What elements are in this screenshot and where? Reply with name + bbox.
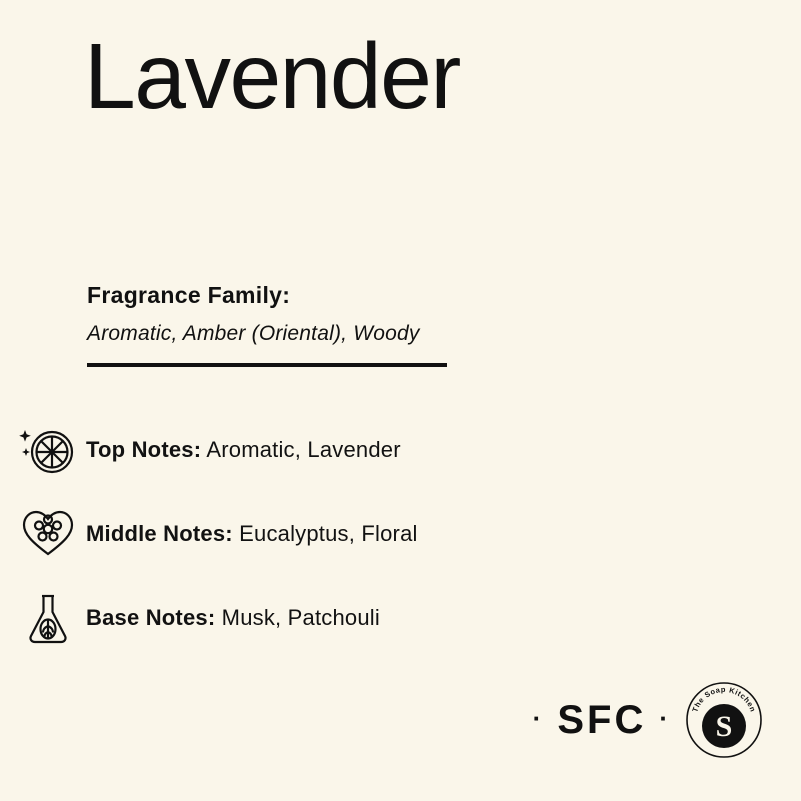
top-notes-text <box>86 437 401 463</box>
sfc-wordmark <box>533 698 671 743</box>
brand-label: SFC <box>557 697 647 742</box>
svg-text:S: S <box>715 710 733 743</box>
svg-text:The Soap Kitchen: The Soap Kitchen <box>690 684 758 714</box>
base-notes-value: Musk, Patchouli <box>221 605 380 630</box>
notes-list <box>10 408 790 660</box>
dot-right: · <box>659 703 671 733</box>
citrus-slice-icon <box>10 418 86 482</box>
heart-flower-icon <box>10 502 86 566</box>
the-soap-kitchen-seal-logo <box>685 681 763 759</box>
list-item <box>10 576 790 660</box>
base-notes-label: Base Notes: <box>86 605 216 630</box>
list-item <box>10 492 790 576</box>
dot-left: · <box>532 703 545 733</box>
fragrance-family-block <box>87 282 607 367</box>
flask-icon <box>10 586 86 650</box>
fragrance-family-label: Fragrance Family: <box>87 282 291 308</box>
middle-notes-text <box>86 521 418 547</box>
middle-notes-value: Eucalyptus, Floral <box>239 521 418 546</box>
fragrance-family-value: Aromatic, Amber (Oriental), Woody <box>87 322 420 345</box>
top-notes-label: Top Notes: <box>86 437 202 462</box>
middle-notes-label: Middle Notes: <box>86 521 233 546</box>
list-item <box>10 408 790 492</box>
brand-footer <box>533 681 763 759</box>
base-notes-text <box>86 605 380 631</box>
divider <box>87 363 447 367</box>
top-notes-value: Aromatic, Lavender <box>206 437 401 462</box>
page-title: Lavender <box>84 24 460 128</box>
